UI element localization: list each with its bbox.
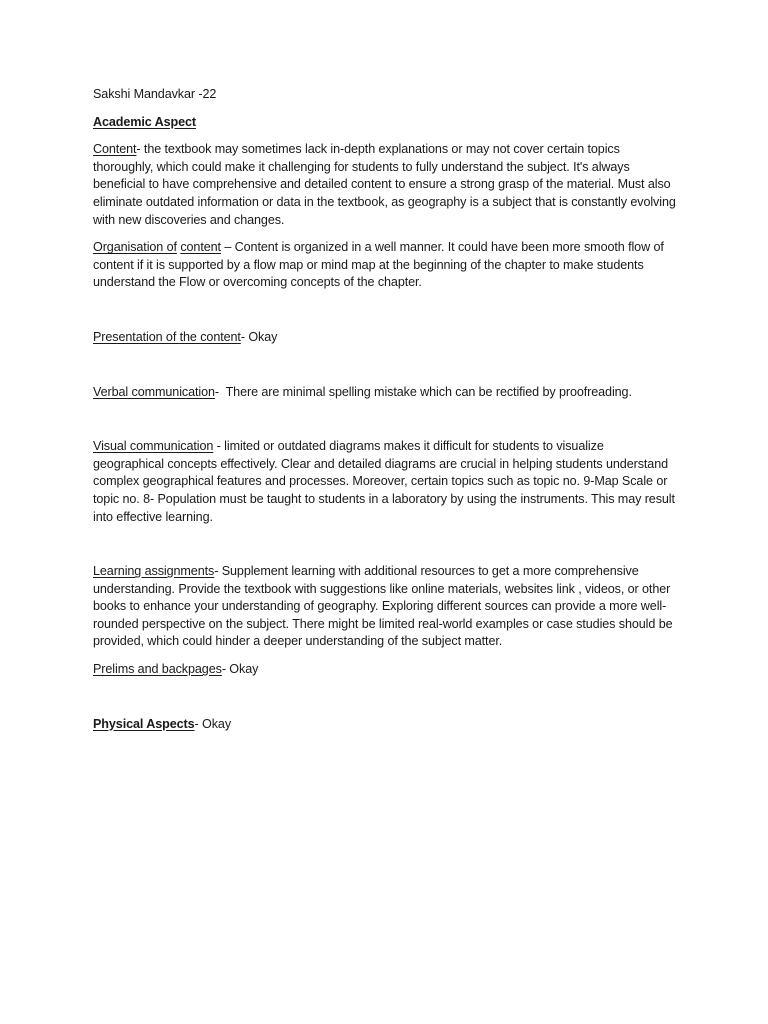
verbal-paragraph (93, 384, 678, 402)
verbal-text: - There are minimal spelling mistake which can be rectified by proofreading. (214, 384, 632, 399)
learning-label: Learning assignments (93, 564, 215, 579)
academic-aspect-label: Academic Aspect (93, 114, 197, 129)
physical-paragraph (93, 716, 678, 734)
content-paragraph (93, 141, 678, 229)
author-line: Sakshi Mandavkar -22 (93, 87, 217, 101)
verbal-label: Verbal communication (93, 384, 215, 399)
academic-aspect-heading (93, 114, 678, 132)
content-label: Content (93, 142, 137, 157)
learning-text: - Supplement learning with additional resources to get a more comprehensive understanding. Provide the textbook with suggestions like online materials, websites link , videos, or other books to enhance your understanding of geography. Exploring different sources can provide a more well-rounded perspective on the subject. There might be limited real-world examples or case studies should be provided, which could hinder a deeper understanding of the subject matter. (93, 564, 673, 649)
learning-paragraph (93, 563, 678, 651)
organisation-label-content: content (180, 240, 221, 255)
organisation-text: – Content is organized in a well manner. It could have been more smooth flow of content if it is supported by a flow map or mind map at the beginning of the chapter to make students understand the Flow or overcoming concepts of the chapter. (93, 240, 664, 290)
prelims-text: - Okay (221, 662, 259, 677)
prelims-paragraph (93, 661, 678, 679)
physical-text: - Okay (194, 716, 232, 731)
visual-label: Visual communication (93, 439, 214, 454)
organisation-label: Organisation of (93, 240, 177, 255)
physical-label: Physical Aspects (93, 716, 195, 731)
visual-text: - limited or outdated diagrams makes it difficult for students to visualize geographical concepts effectively. Clear and detailed diagrams are crucial in helping students understand complex geographical features and processes. Moreover, certain topics such as topic no. 9-Map Scale or topic no. 8- Population must be taught to students in a laboratory by using the instruments. This may result into effective learning. (93, 439, 675, 524)
presentation-label: Presentation of the content (93, 329, 241, 344)
presentation-paragraph (93, 329, 678, 347)
organisation-paragraph (93, 239, 678, 292)
visual-paragraph (93, 438, 678, 526)
content-text: - the textbook may sometimes lack in-depth explanations or may not cover certain topics thoroughly, which could make it challenging for students to fully understand the subject. It's always beneficial to have comprehensive and detailed content to ensure a strong grasp of the material. Must also eliminate outdated information or data in the textbook, as geography is a subject that is constantly evolving with new discoveries and changes. (93, 142, 676, 227)
prelims-label: Prelims and backpages (93, 662, 222, 677)
presentation-text: - Okay (240, 329, 278, 344)
